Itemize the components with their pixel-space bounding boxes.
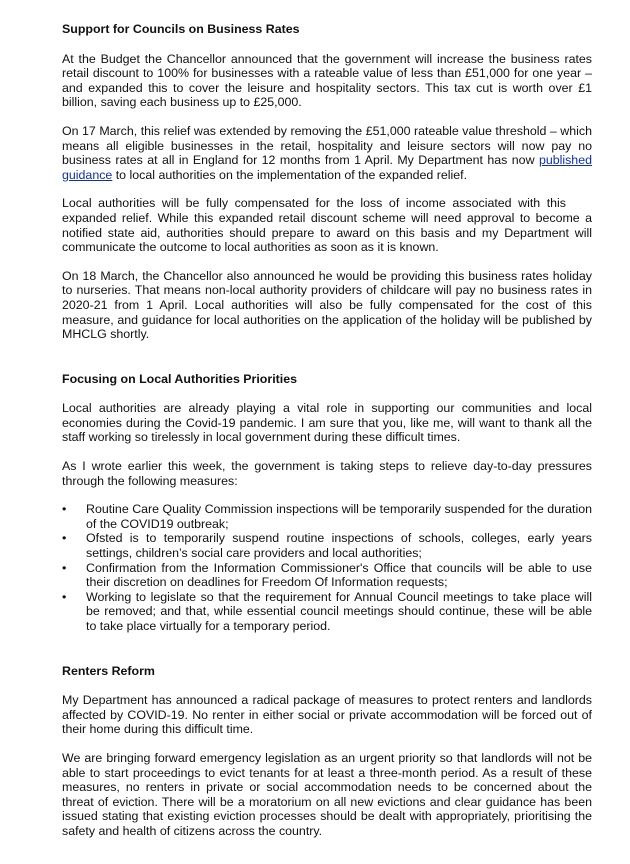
paragraph-relief-text-after: to local authorities on the implementation of the expanded relief. (112, 167, 468, 182)
paragraph-compensation (62, 196, 592, 254)
paragraph-compensation-rest: expanded relief. While this expanded retail discount scheme will need approval to become a notified state aid, authorities should prepare to award on this basis and my Department will communicate the outcome to local authorities as soon as it is known. (62, 210, 592, 255)
list-item-text: Ofsted is to temporarily suspend routine inspections of schools, colleges, early years settings, children’s social care providers and local authorities; (86, 531, 592, 561)
paragraph-emergency-legislation: We are bringing forward emergency legislation as an urgent priority so that landlords will not be able to start proceedings to evict tenants for at least a three-month period. As a result of these measures, no renters in private or social accommodation needs to be concerned about the threat of eviction. There will be a moratorium on all new evictions and clear guidance has been issued stating that existing eviction processes should be dealt with appropriately, prioritising the safety and health of citizens across the country. (62, 750, 592, 838)
paragraph-relief-text-before: On 17 March, this relief was extended by removing the £51,000 rateable value threshold – which means all eligible businesses in the retail, hospitality and leisure sectors will now pay no business rates at all in England for 12 months from 1 April. My Department has now (62, 123, 592, 168)
bullet-icon: • (62, 589, 67, 604)
section-heading-business-rates: Support for Councils on Business Rates (62, 22, 300, 36)
list-item (62, 502, 592, 531)
published-guidance-link[interactable]: published guidance (62, 153, 592, 182)
list-item (62, 531, 592, 560)
bullet-icon: • (62, 502, 67, 517)
paragraph-local-authorities-role: Local authorities are already playing a vital role in supporting our communities and local economies during the Covid-19 pandemic. I am sure that you, like me, will want to thank all the staff working so tirelessly in local government during these difficult times. (62, 401, 592, 445)
bullet-icon: • (62, 531, 67, 546)
section-heading-local-authorities: Focusing on Local Authorities Priorities (62, 371, 297, 386)
bullet-icon: • (62, 560, 67, 575)
paragraph-measures-intro: As I wrote earlier this week, the government is taking steps to relieve day-to-day pressures through the following measures: (62, 459, 592, 488)
list-item (62, 561, 592, 590)
paragraph-renters-package: My Department has announced a radical package of measures to protect renters and landlords affected by COVID-19. No renter in either social or private accommodation will be forced out of their home during this difficult time. (62, 693, 592, 737)
list-item-text: Working to legislate so that the requirement for Annual Council meetings to take place will be removed; and that, while essential council meetings should continue, these will be able to take place virtually for a temporary period. (86, 589, 592, 633)
measures-list (62, 502, 592, 633)
paragraph-relief-extended (62, 124, 592, 182)
list-item-text: Confirmation from the Information Commissioner's Office that councils will be able to use their discretion on deadlines for Freedom Of Information requests; (86, 560, 592, 590)
section-heading-renters-reform: Renters Reform (62, 663, 155, 678)
paragraph-nurseries: On 18 March, the Chancellor also announced he would be providing this business rates holiday to nurseries. That means non-local authority providers of childcare will pay no business rates in 2020-21 from 1 April. Local authorities will also be fully compensated for the cost of this measure, and guidance for local authorities on the application of the holiday will be published by MHCLG shortly. (62, 268, 592, 342)
list-item (62, 590, 592, 634)
list-item-text: Routine Care Quality Commission inspections will be temporarily suspended for the duration of the COVID19 outbreak; (86, 502, 592, 531)
paragraph-budget-announcement: At the Budget the Chancellor announced that the government will increase the business rates retail discount to 100% for businesses with a rateable value of less than £51,000 for one year – and expanded this to cover the leisure and hospitality sectors. This tax cut is worth over £1 billion, saving each business up to £25,000. (62, 51, 592, 110)
paragraph-compensation-start: Local authorities will be fully compensated for the loss of income associated with this (62, 196, 566, 211)
